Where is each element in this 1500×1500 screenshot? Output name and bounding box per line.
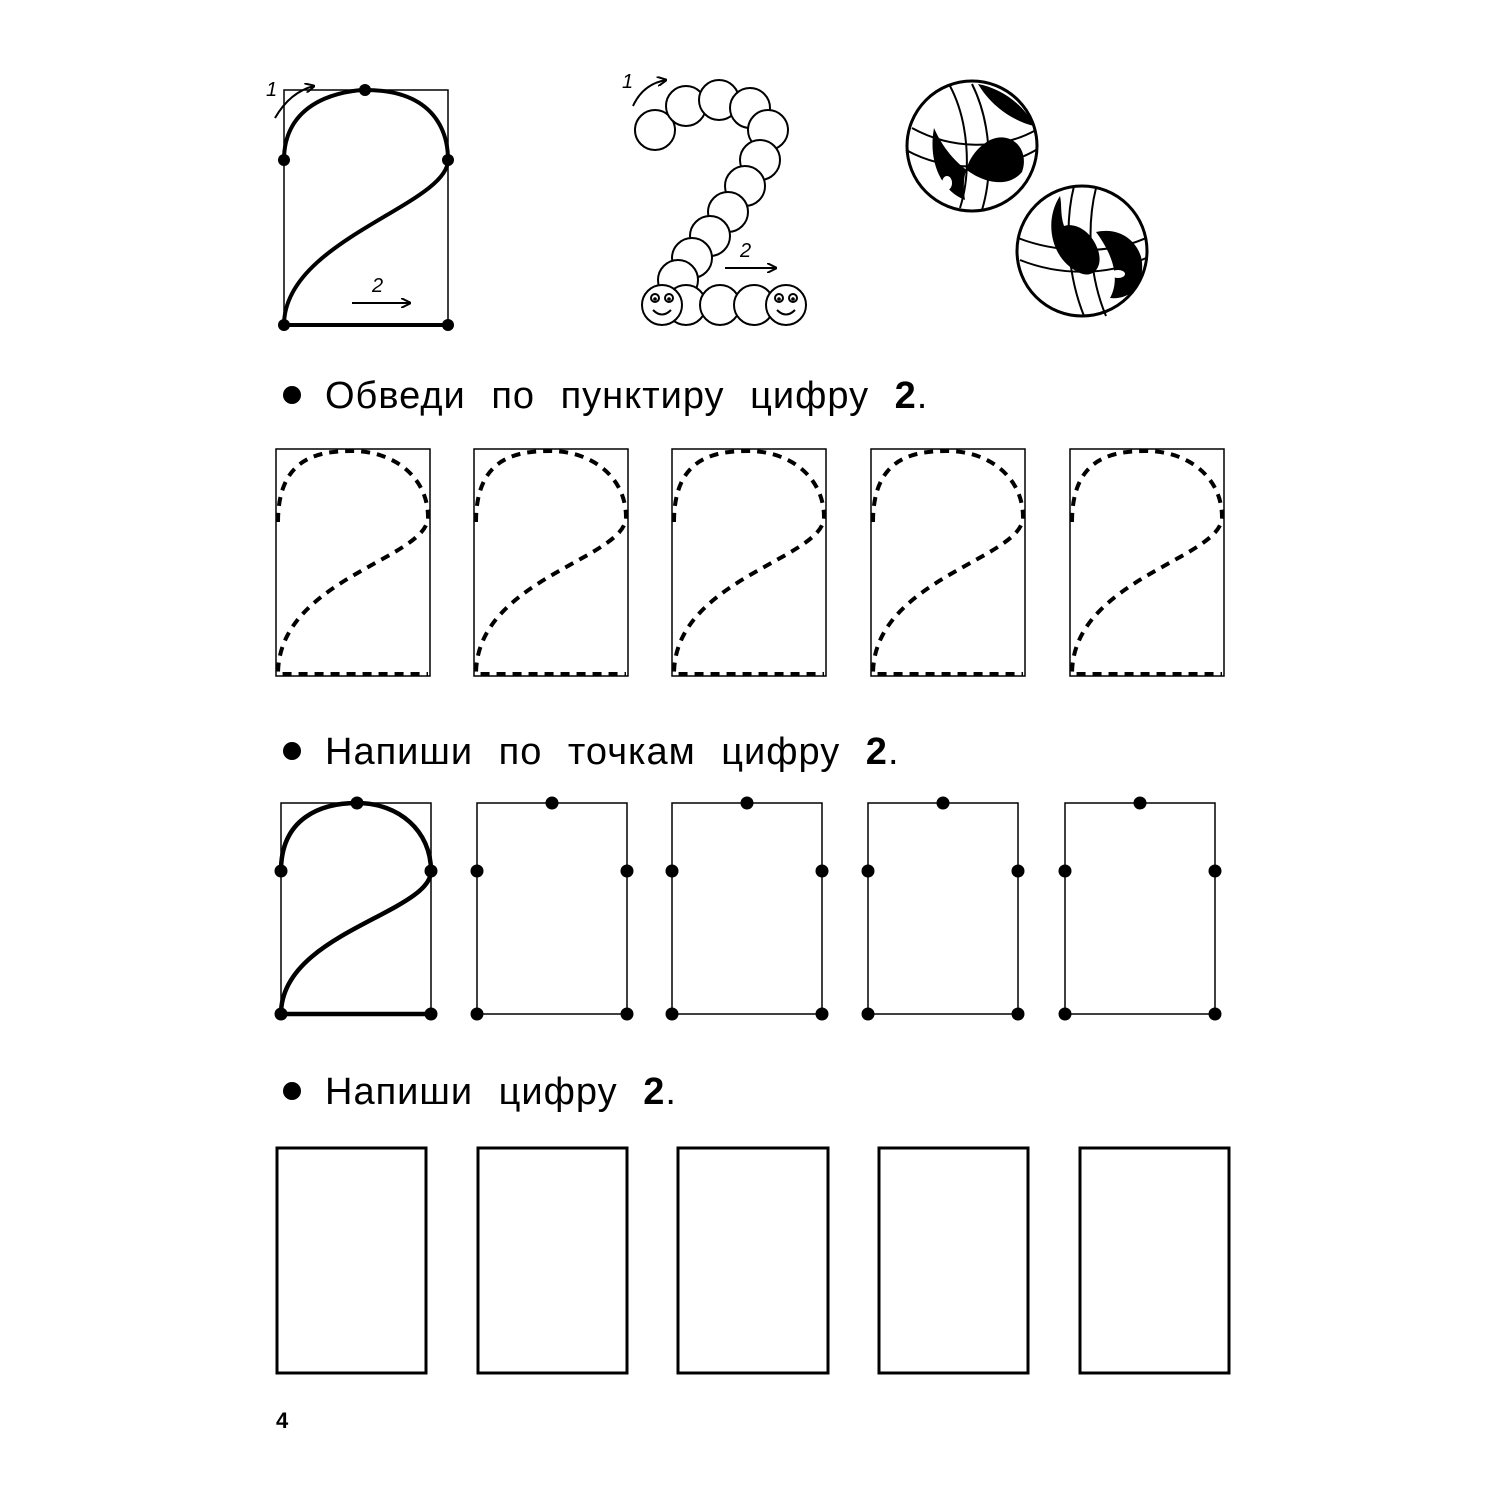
instruction-digit: 2	[865, 731, 888, 773]
trace-box[interactable]	[871, 449, 1025, 676]
write-box[interactable]	[678, 1148, 828, 1373]
write-box[interactable]	[1080, 1148, 1229, 1373]
caterpillar-head-icon	[642, 285, 682, 325]
dots-box-example[interactable]	[275, 797, 438, 1021]
instruction-text: Напиши цифру	[325, 1071, 618, 1113]
caterpillar-digit-2	[635, 80, 806, 325]
guide-dot-icon	[278, 84, 454, 331]
trace-box[interactable]	[672, 449, 826, 676]
ball-icon	[1017, 186, 1147, 316]
trace-box[interactable]	[276, 449, 430, 676]
trace-box[interactable]	[474, 449, 628, 676]
instruction-punct: .	[916, 375, 929, 417]
instruction-digit: 2	[894, 375, 917, 417]
arrow-icon	[275, 86, 314, 118]
stroke-2-label: 2	[372, 275, 384, 297]
trace-row	[276, 449, 1224, 676]
write-box[interactable]	[478, 1148, 627, 1373]
instruction-punct: .	[887, 731, 900, 773]
instruction-text: Обведи по пунктиру цифру	[325, 375, 870, 417]
caterpillar-stroke-1-label: 1	[622, 71, 634, 93]
write-row	[277, 1148, 1229, 1373]
arrow-icon	[633, 80, 666, 106]
write-box[interactable]	[879, 1148, 1028, 1373]
stroke-1-label: 1	[266, 79, 278, 101]
caterpillar-tail-face-icon	[766, 285, 806, 325]
dots-box[interactable]	[862, 797, 1025, 1021]
caterpillar-stroke-2-label: 2	[740, 240, 752, 262]
dots-box[interactable]	[1059, 797, 1222, 1021]
instruction-digit: 2	[643, 1071, 666, 1113]
instruction-text: Напиши по точкам цифру	[325, 731, 841, 773]
trace-box[interactable]	[1070, 449, 1224, 676]
write-box[interactable]	[277, 1148, 426, 1373]
page-number: 4	[276, 1408, 289, 1433]
example-digit-2	[266, 79, 454, 331]
dots-box[interactable]	[666, 797, 829, 1021]
ball-icon	[906, 81, 1037, 211]
dots-box[interactable]	[471, 797, 634, 1021]
dots-row	[275, 797, 1222, 1021]
instruction-punct: .	[665, 1071, 677, 1113]
